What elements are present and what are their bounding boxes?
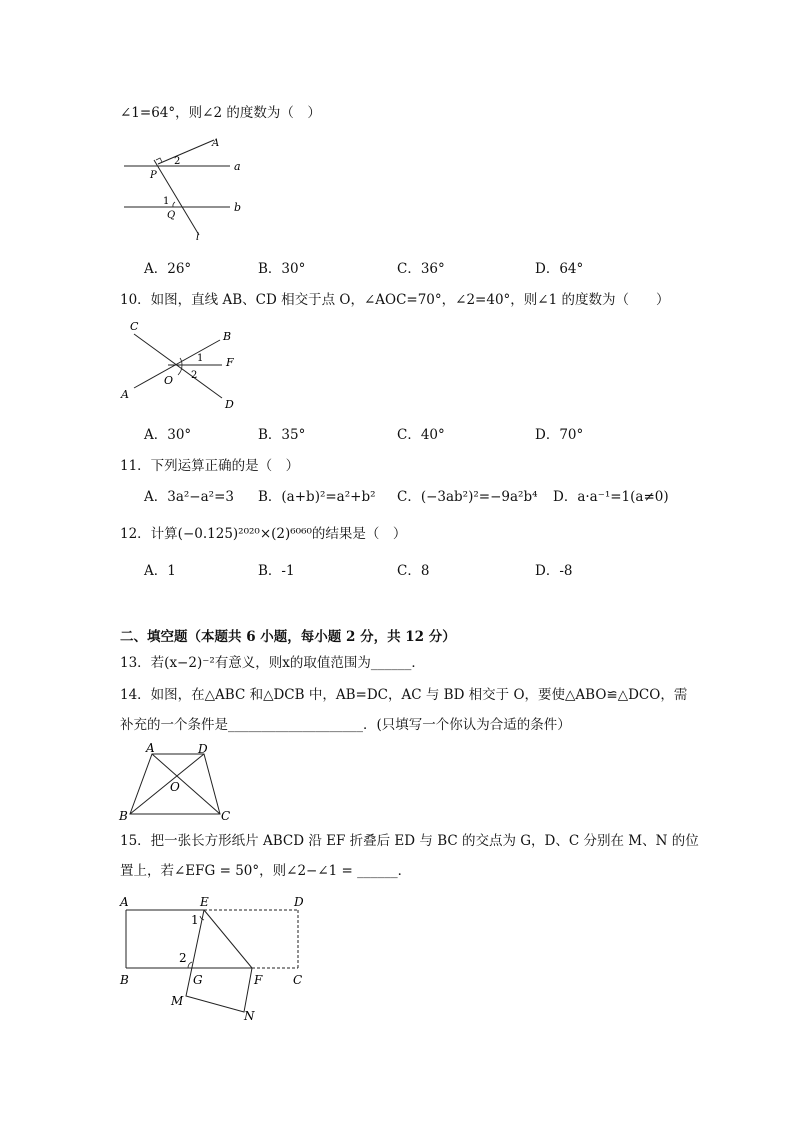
q11-option-d: D．a·a⁻¹=1(a≠0) [553, 489, 669, 505]
q15-line2: 置上，若∠EFG = 50°，则∠2−∠1 = ______． [120, 863, 412, 879]
q14-line1: 14．如图，在△ABC 和△DCB 中，AB=DC，AC 与 BD 相交于 O，要使△ABO≌△DCO，需 [120, 687, 688, 703]
q15-figure [116, 890, 316, 1024]
q10-stem: 10．如图，直线 AB、CD 相交于点 O，∠AOC=70°，∠2=40°，则∠1 的度数为（ ） [120, 292, 670, 308]
q9-option-a: A．26° [144, 261, 192, 277]
q15-label-M: M [171, 994, 184, 1008]
q13-stem: 13．若(x−2)⁻²有意义，则x的取值范围为______． [120, 655, 425, 671]
q10-option-b: B．35° [258, 427, 306, 443]
q12-stem: 12．计算(−0.125)²⁰²⁰×(2)⁶⁰⁶⁰的结果是（ ） [120, 526, 407, 542]
q9-label-a: a [234, 160, 241, 173]
q14-label-B: B [119, 809, 128, 823]
q10-label-A: A [121, 388, 129, 401]
q11-stem: 11．下列运算正确的是（ ） [120, 458, 300, 474]
q9-stem: ∠1=64°，则∠2 的度数为（ ） [120, 105, 321, 121]
q14-label-C: C [221, 809, 231, 823]
q15-label-A: A [120, 895, 129, 909]
q15-line1: 15．把一张长方形纸片 ABCD 沿 EF 折叠后 ED 与 BC 的交点为 G，D、C 分别在 M、N 的位 [120, 833, 699, 849]
q10-figure [118, 318, 248, 414]
q15-label-C: C [293, 973, 303, 987]
q9-label-1: 1 [163, 196, 170, 207]
q15-label-1: 1 [191, 913, 199, 927]
q9-label-P: P [150, 170, 157, 181]
q9-label-l: l [196, 232, 200, 243]
q12-option-c: C．8 [397, 563, 430, 579]
q10-option-c: C．40° [397, 427, 445, 443]
q10-label-D: D [225, 398, 234, 411]
q11-option-c: C．(−3ab²)²=−9a²b⁴ [397, 489, 538, 505]
q15-label-B: B [120, 973, 129, 987]
q9-label-2: 2 [174, 156, 181, 167]
q15-label-N: N [244, 1009, 255, 1023]
q10-label-C: C [130, 320, 139, 333]
q15-label-D: D [294, 895, 304, 909]
q14-label-A: A [146, 741, 155, 755]
q10-option-d: D．70° [535, 427, 584, 443]
q9-option-b: B．30° [258, 261, 306, 277]
q9-option-c: C．36° [397, 261, 445, 277]
q11-option-b: B．(a+b)²=a²+b² [258, 489, 376, 505]
q9-label-Q: Q [167, 210, 176, 221]
q12-option-a: A．1 [144, 563, 176, 579]
q10-label-B: B [223, 330, 232, 343]
q14-line2: 补充的一个条件是____________________．(只填写一个你认为合适的条件） [120, 717, 571, 733]
q11-option-a: A．3a²−a²=3 [144, 489, 234, 505]
q10-label-F: F [226, 356, 234, 369]
q15-label-2: 2 [179, 951, 187, 965]
section-heading: 二、填空题（本题共 6 小题，每小题 2 分，共 12 分） [120, 629, 456, 645]
q14-figure [116, 738, 240, 824]
q12-option-b: B．-1 [258, 563, 295, 579]
q9-label-A: A [212, 138, 220, 149]
q10-option-a: A．30° [144, 427, 192, 443]
q15-label-G: G [193, 973, 203, 987]
q10-label-1: 1 [197, 353, 204, 364]
q15-label-E: E [200, 895, 209, 909]
q14-label-O: O [170, 780, 180, 794]
q9-option-d: D．64° [535, 261, 584, 277]
q10-label-2: 2 [191, 370, 198, 381]
q10-label-O: O [164, 374, 174, 387]
q12-option-d: D．-8 [535, 563, 573, 579]
q9-label-b: b [234, 201, 242, 214]
q15-label-F: F [254, 973, 263, 987]
q9-figure [118, 132, 258, 244]
q14-label-D: D [198, 742, 208, 756]
